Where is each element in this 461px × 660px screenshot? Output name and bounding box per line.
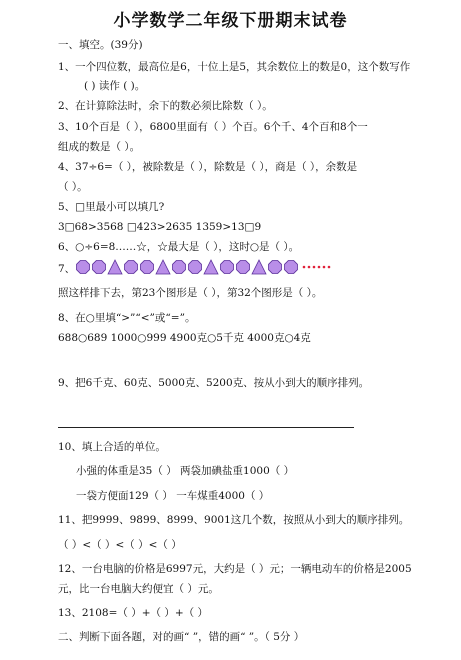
question-10-line-2: 一袋方便面129（ ） 一车煤重4000（ ）	[76, 490, 270, 502]
section-1-heading: 一、填空。(39分)	[58, 39, 143, 51]
question-9: 9、把6千克、60克、5000克、5200克、按从小到大的顺序排列。	[58, 377, 370, 389]
octagon-shape	[77, 261, 90, 274]
continuation-dot	[323, 266, 326, 269]
question-2: 2、在计算除法时，余下的数必须比除数（ ）。	[58, 100, 273, 112]
question-6: 6、○÷6=8……☆，☆最大是（ ），这时○是（ ）。	[58, 241, 300, 253]
question-13: 13、2108=（ ）+（ ）+（ ）	[58, 607, 208, 619]
section-2-heading: 二、判断下面各题，对的画“ ”，错的画“ ”。（ 5分 ）	[58, 631, 305, 643]
octagon-shape	[237, 261, 250, 274]
shape-sequence	[76, 258, 366, 276]
continuation-dot	[313, 266, 316, 269]
question-8-items: 688○689 1000○999 4900克○5千克 4000克○4克	[58, 332, 311, 344]
octagon-shape	[221, 261, 234, 274]
shape-sequence-svg	[76, 258, 366, 276]
continuation-dot	[318, 266, 321, 269]
octagon-shape	[269, 261, 282, 274]
question-3-line-1: 3、10个百是（ ），6800里面有（ ）个百。6个千、4个百和8个一	[58, 121, 368, 133]
octagon-shape	[141, 261, 154, 274]
question-7-text: 照这样排下去，第23个图形是（ ），第32个图形是（ ）。	[58, 287, 323, 299]
question-11-blanks: （ ）<（ ）<（ ）<（ ）	[58, 539, 182, 551]
question-4-line-1: 4、37÷6=（ ），被除数是（ ），除数是（ ），商是（ ），余数是	[58, 161, 358, 173]
continuation-dot	[328, 266, 331, 269]
triangle-shape	[252, 260, 266, 274]
octagon-shape	[189, 261, 202, 274]
question-8: 8、在○里填“>”“<”或“=”。	[58, 312, 196, 324]
triangle-shape	[156, 260, 170, 274]
triangle-shape	[204, 260, 218, 274]
question-5: 5、□里最小可以填几?	[58, 201, 165, 213]
question-1-line-2: ( ) 读作 ( )。	[84, 80, 146, 92]
octagon-shape	[285, 261, 298, 274]
octagon-shape	[173, 261, 186, 274]
question-12-line-2: 元，比一台电脑大约便宜（ ）元。	[58, 583, 219, 595]
question-1-line-1: 1、一个四位数，最高位是6，十位上是5，其余数位上的数是0，这个数写作	[58, 61, 411, 73]
continuation-dot	[308, 266, 311, 269]
question-7-label: 7、	[58, 263, 76, 275]
question-5-items: 3□68>3568 □423>2635 1359>13□9	[58, 221, 262, 233]
question-3-line-2: 组成的数是（ ）。	[58, 141, 141, 153]
triangle-shape	[108, 260, 122, 274]
answer-line	[58, 427, 354, 428]
page-title: 小学数学二年级下册期末试卷	[113, 11, 348, 31]
continuation-dot	[303, 266, 306, 269]
question-12-line-1: 12、一台电脑的价格是6997元，大约是（ ）元；一辆电动车的价格是2005	[58, 563, 412, 575]
octagon-shape	[93, 261, 106, 274]
question-10: 10、填上合适的单位。	[58, 441, 166, 453]
question-11: 11、把9999、9899、8999、9001这几个数，按照从小到大的顺序排列。	[58, 514, 410, 526]
question-10-line-1: 小强的体重是35（ ） 两袋加碘盐重1000（ ）	[76, 465, 295, 477]
question-4-line-2: （ ）。	[58, 181, 88, 193]
octagon-shape	[125, 261, 138, 274]
